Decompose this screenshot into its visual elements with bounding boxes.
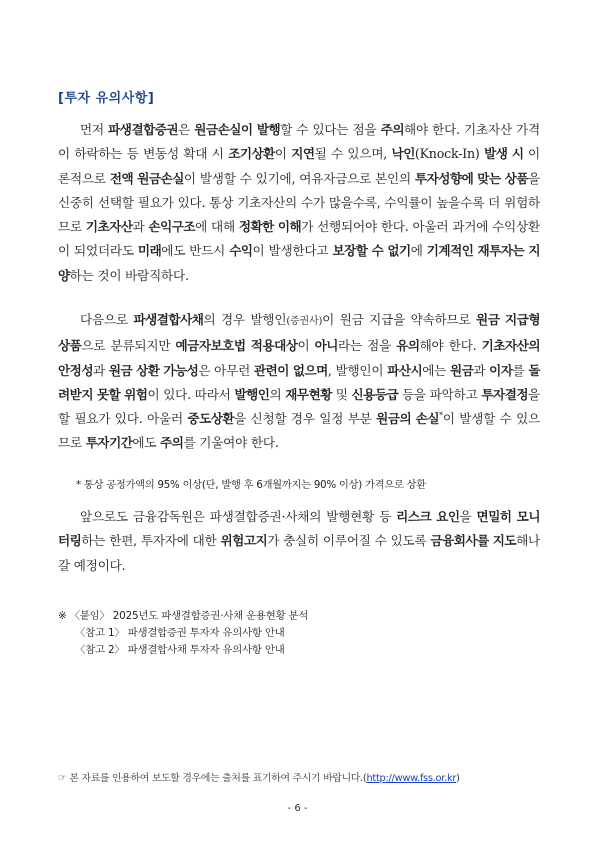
emphasis-text: 낙인 (391, 146, 415, 162)
emphasis-text: 수익 (229, 243, 253, 259)
citation-text: ☞ 본 자료를 인용하여 보도할 경우에는 출처를 표기하여 주시기 바랍니다.( (58, 773, 367, 784)
emphasis-text: 아니 (314, 338, 338, 354)
footnote-marker: * (439, 411, 443, 420)
attachment-ref-2: 〈참고 2〉 파생결합사채 투자자 유의사항 안내 (75, 644, 285, 656)
emphasis-text: 파생결합증권 (108, 122, 179, 137)
attachment-list (58, 608, 308, 659)
emphasis-text: 원금 (450, 362, 474, 378)
emphasis-text: 발행인 (234, 386, 270, 402)
emphasis-text: 기초자산 (85, 219, 133, 235)
emphasis-text: 이자 (489, 362, 513, 378)
footnote-early-redemption: * 통상 공정가액의 95% 이상(단, 발행 후 6개월까지는 90% 이상) 가격으로 상환 (76, 480, 426, 491)
paragraph-bonds-caution: 다음으로 파생결합사채의 경우 발행인(증권사)이 원금 지급을 약속하므로 원금 지급형 상품으로 분류되지만 예금자보호법 적용대상이 아니라는 점을 유의해야 한다. 기초자산의 안정성과 원금 상환 가능성은 아무런 관련이 없으며, 발행인이 파산시에는 원금과 이자를 돌려받지 못할 위험이 있다. 따라서 발행인의 재무현황 및 신용등급 등을 파악하고 투자결정을 할 필요가 있다. 아울러 중도상환을 신청할 경우 일정 부분 원금의 손실*이 발생할 수 있으므로 투자기간에도 주의를 기울여야 한다. (58, 312, 541, 451)
small-text: (증권사) (286, 316, 323, 327)
emphasis-text: 투자결정 (481, 386, 529, 402)
attachment-ref-1: 〈참고 1〉 파생결합증권 투자자 유의사항 안내 (75, 627, 285, 639)
paragraph-securities-caution: 먼저 파생결합증권은 원금손실이 발행할 수 있다는 점을 주의해야 한다. 기초자산 가격이 하락하는 등 변동성 확대 시 조기상환이 지연될 수 있으며, 낙인(Knock-In) 발생 시 이론적으로 전액 원금손실이 발생할 수 있기에, 여유자금으로 본인의 투자성향에 맞는 상품을 신중히 선택할 필요가 있다. 통상 기초자산의 수가 많을수록, 수익률이 높을수록 더 위험하므로 기초자산과 손익구조에 대해 정확한 이해가 선행되어야 한다. 아울러 과거에 수익상환이 되었더라도 미래에도 반드시 수익이 발생한다고 보장할 수 없기에 기계적인 재투자는 지양하는 것이 바람직하다. (58, 122, 540, 283)
emphasis-text: 정확한 이해 (238, 219, 302, 235)
emphasis-text: 위험고지 (220, 533, 268, 549)
emphasis-text: 원금 지급형 상품 (58, 312, 541, 354)
emphasis-text: 원금손실이 발행 (194, 122, 281, 137)
emphasis-text: 리스크 요인 (396, 509, 460, 524)
emphasis-text: 발생 시 (484, 146, 524, 162)
emphasis-text: 돌려받지 못할 위험 (58, 362, 541, 402)
emphasis-text: 금융회사를 지도 (430, 533, 517, 549)
emphasis-text: 조기상환 (228, 146, 275, 162)
emphasis-text: 면밀히 모니터링 (58, 509, 540, 549)
emphasis-text: 유의 (396, 338, 420, 354)
paragraph-supervision-plan: 앞으로도 금융감독원은 파생결합증권·사채의 발행현황 등 리스크 요인을 면밀히 모니터링하는 한편, 투자자에 대한 위험고지가 충실히 이루어질 수 있도록 금융회사를 지도해나갈 예정이다. (58, 509, 541, 573)
emphasis-text: 기초자산의 안정성 (58, 338, 540, 378)
emphasis-text: 파생결합사채 (133, 312, 204, 327)
emphasis-text: 전액 원금손실 (109, 170, 184, 186)
citation-notice (58, 770, 460, 784)
page-number: - 6 - (287, 803, 308, 814)
emphasis-text: 손익구조 (148, 219, 196, 235)
emphasis-text: 투자기간 (85, 435, 133, 451)
emphasis-text: 관련이 없으며 (253, 362, 328, 378)
attachment-main: ※ 〈붙임〉 2025년도 파생결합증권·사채 운용현황 분석 (58, 610, 309, 622)
fss-website-link[interactable]: http://www.fss.or.kr (366, 773, 457, 784)
emphasis-text: 재무현황 (285, 386, 332, 402)
emphasis-text: 투자성향에 맞는 상품 (414, 170, 529, 186)
emphasis-text: 보장할 수 없기 (332, 243, 411, 259)
citation-close: ) (456, 773, 460, 784)
emphasis-text: 예금자보호법 적용대상 (175, 338, 298, 354)
emphasis-text: 지연 (291, 146, 315, 162)
emphasis-text: 미래 (137, 243, 162, 259)
emphasis-text: 원금의 손실 (376, 411, 439, 427)
emphasis-text: 신용등급 (351, 386, 399, 402)
emphasis-text: 중도상환 (187, 411, 235, 427)
emphasis-text: 주의 (160, 435, 184, 451)
emphasis-text: 원금 상환 가능성 (108, 362, 199, 378)
emphasis-text: 기계적인 재투자는 지양 (58, 243, 540, 283)
emphasis-text: 파산시 (387, 362, 423, 378)
section-heading: [투자 유의사항] (58, 91, 155, 106)
emphasis-text: 주의 (380, 122, 404, 137)
